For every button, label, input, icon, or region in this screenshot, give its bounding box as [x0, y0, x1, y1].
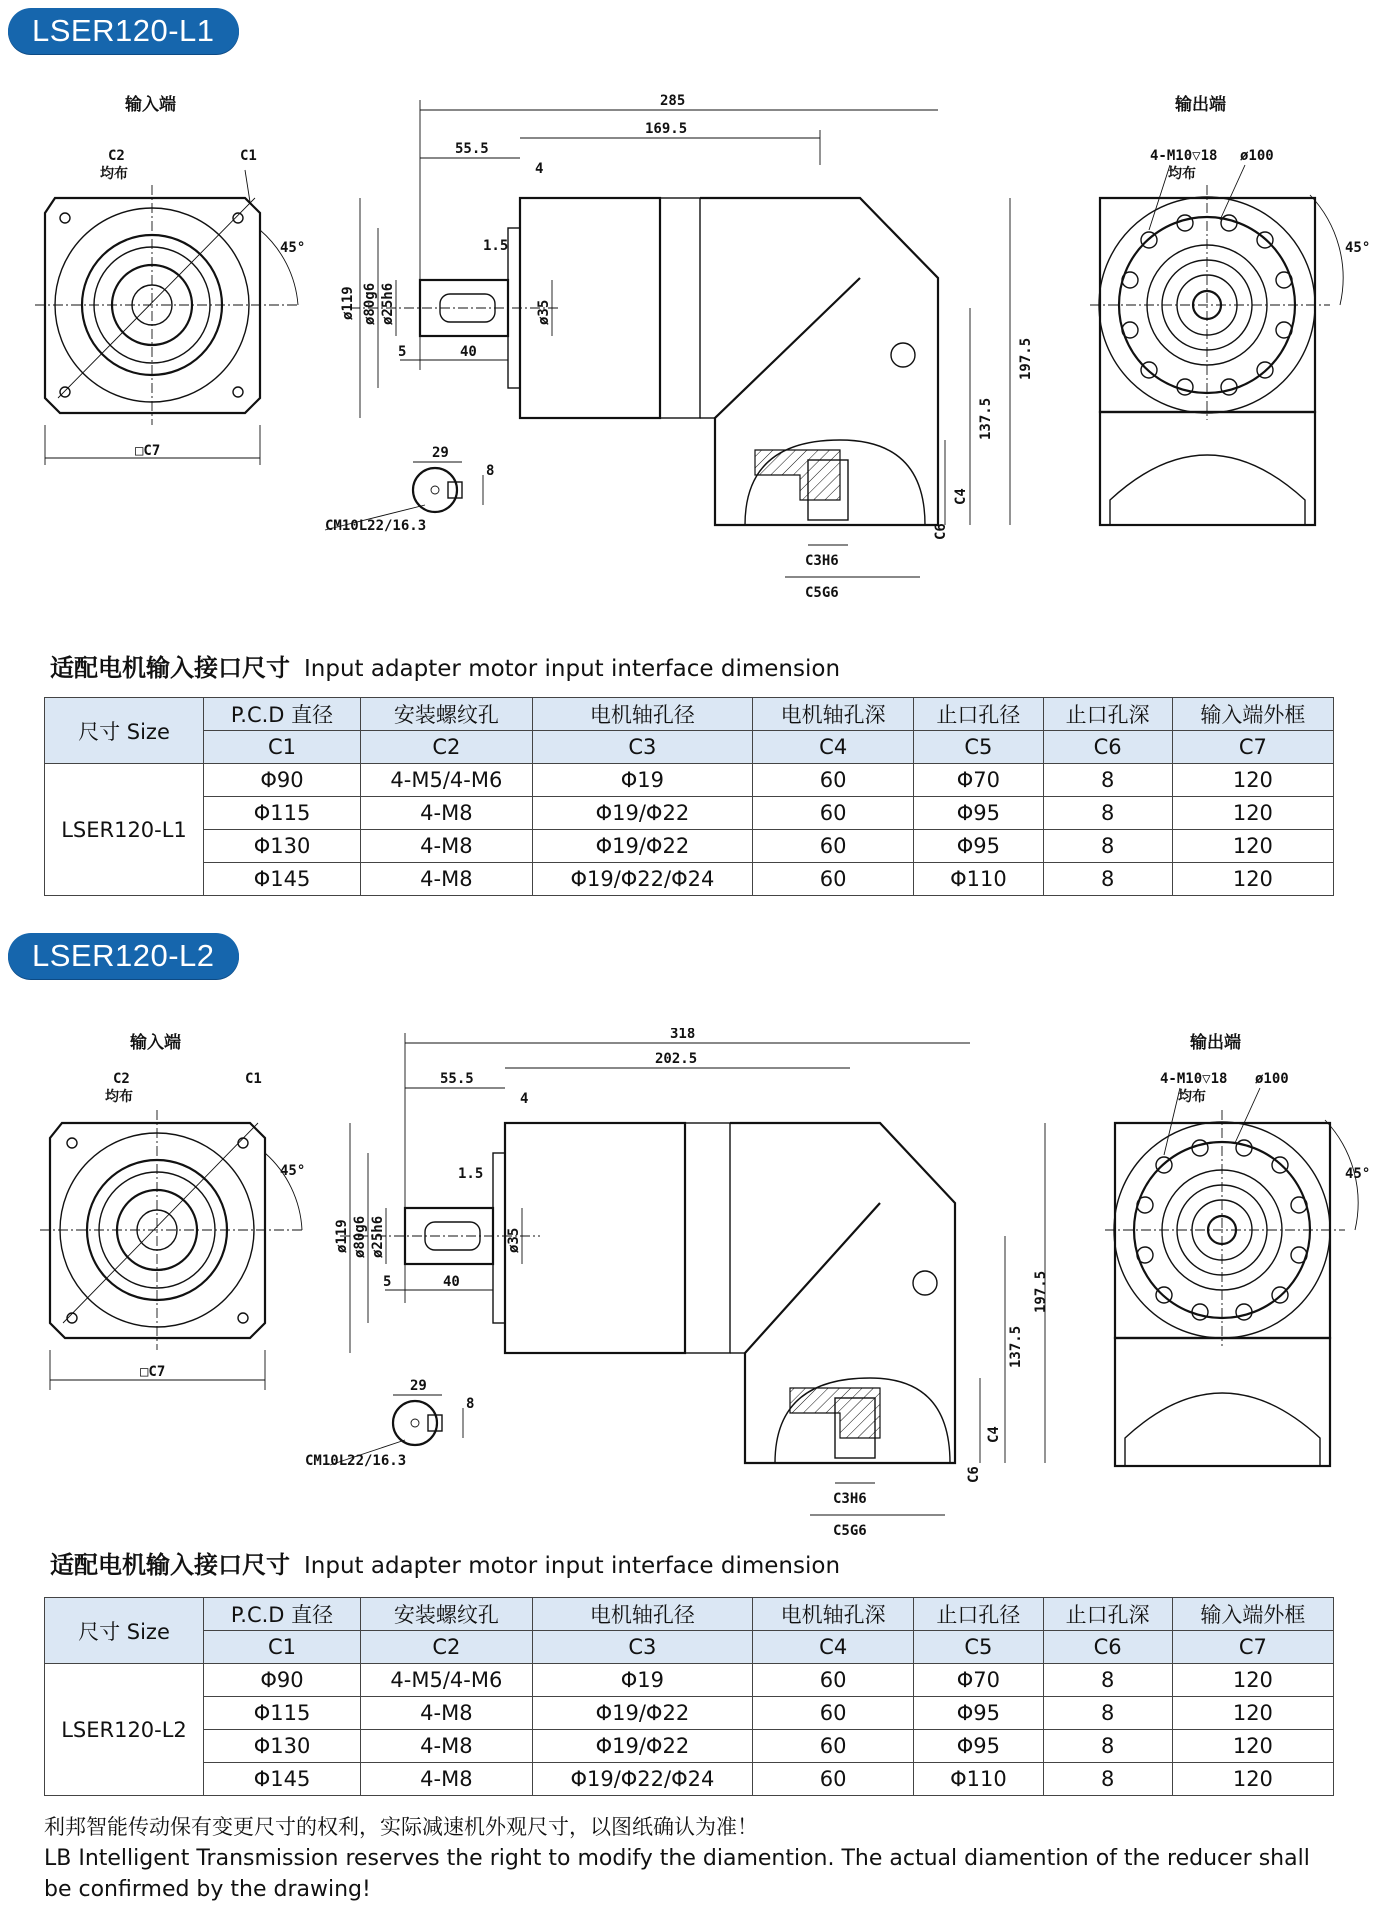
svg-text:4-M10▽18: 4-M10▽18	[1160, 1071, 1228, 1087]
svg-text:45°: 45°	[1345, 1166, 1371, 1182]
svg-text:C4: C4	[953, 488, 969, 505]
model-cell: LSER120-L1	[45, 764, 204, 896]
table-row: LSER120-L1 Φ90 4-M5/4-M6 Φ19 60 Φ70 8 120	[45, 764, 1334, 797]
technical-drawing	[0, 1028, 1392, 1578]
table-row: Φ145 4-M8 Φ19/Φ22/Φ24 60 Φ110 8 120	[45, 1763, 1334, 1796]
svg-text:137.5: 137.5	[978, 397, 994, 440]
total-length-label: 318	[670, 1028, 696, 1042]
svg-text:C1: C1	[240, 148, 257, 164]
svg-text:ø25h6: ø25h6	[380, 282, 396, 325]
svg-text:均布: 均布	[105, 1089, 133, 1105]
output-end-label: 输出端	[1190, 1033, 1241, 1053]
dimension-table: 尺寸 Size P.C.D 直径 安装螺纹孔 电机轴孔径 电机轴孔深 止口孔径 止口孔深 输入端外框 C1 C2 C3 C4 C5 C6 C7 LSER120-L1 Φ90 4-M5/4-M6 Φ19 60 Φ70 8 120 Φ115 4-M8 Φ19/Φ22 60 Φ95 8 120 Φ130 4-M8 Φ19/Φ22 60 Φ95 8 120 Φ145 4-M8 Φ19/Φ22/Φ24 60 Φ110 8 120	[44, 697, 1334, 896]
table-row: Φ130 4-M8 Φ19/Φ22 60 Φ95 8 120	[45, 830, 1334, 863]
input-flange-view	[40, 1032, 305, 1390]
svg-text:C1: C1	[245, 1071, 262, 1087]
svg-text:45°: 45°	[1345, 240, 1371, 256]
angle-label: 45°	[280, 240, 306, 256]
svg-text:ø80g6: ø80g6	[352, 1215, 368, 1258]
svg-text:55.5: 55.5	[455, 141, 489, 157]
svg-text:1.5: 1.5	[458, 1166, 484, 1182]
input-flange-view	[35, 94, 305, 465]
table-row: Φ145 4-M8 Φ19/Φ22/Φ24 60 Φ110 8 120	[45, 863, 1334, 896]
body-length-label: 202.5	[655, 1051, 698, 1067]
size-header: 尺寸 Size	[45, 1598, 204, 1664]
svg-text:C6: C6	[933, 523, 949, 540]
svg-text:4: 4	[535, 161, 544, 177]
svg-text:ø80g6: ø80g6	[362, 282, 378, 325]
svg-text:C6: C6	[966, 1466, 982, 1483]
svg-text:ø100: ø100	[1255, 1071, 1289, 1087]
side-view	[334, 1028, 1049, 1539]
footer-note-en: LB Intelligent Transmission reserves the right to modify the diamention. The actual diamention of the reducer shall be confirmed by the drawing!	[44, 1846, 1310, 1902]
key-detail	[305, 1378, 474, 1469]
footer-note	[44, 1812, 1344, 1905]
svg-text:8: 8	[486, 463, 495, 479]
svg-text:45°: 45°	[280, 1163, 306, 1179]
footer-note-cn: 利邦智能传动保有变更尺寸的权利，实际减速机外观尺寸，以图纸确认为准！	[44, 1815, 758, 1839]
svg-text:197.5: 197.5	[1018, 337, 1034, 380]
svg-text:29: 29	[410, 1378, 427, 1394]
svg-text:ø119: ø119	[334, 1219, 350, 1253]
side-view	[340, 93, 1034, 601]
model-title-pill: LSER120-L2	[8, 933, 239, 979]
svg-text:197.5: 197.5	[1033, 1270, 1049, 1313]
total-length-label: 285	[660, 93, 686, 109]
svg-text:均布: 均布	[100, 166, 128, 182]
technical-drawing	[0, 80, 1392, 620]
svg-text:55.5: 55.5	[440, 1071, 474, 1087]
svg-text:40: 40	[460, 344, 477, 360]
table-row: Φ115 4-M8 Φ19/Φ22 60 Φ95 8 120	[45, 797, 1334, 830]
body-length-label: 169.5	[645, 121, 688, 137]
svg-text:C3H6: C3H6	[805, 553, 839, 569]
input-end-label: 输入端	[130, 1033, 181, 1053]
table-heading: 适配电机输入接口尺寸 Input adapter motor input interface dimension	[50, 654, 841, 682]
model-title-pill: LSER120-L1	[8, 8, 239, 54]
svg-text:8: 8	[466, 1396, 475, 1412]
svg-text:□C7: □C7	[135, 443, 161, 459]
svg-text:C3H6: C3H6	[833, 1491, 867, 1507]
svg-text:CM10L22/16.3: CM10L22/16.3	[305, 1453, 407, 1469]
table-heading: 适配电机输入接口尺寸 Input adapter motor input interface dimension	[50, 1551, 841, 1579]
model-cell: LSER120-L2	[45, 1664, 204, 1796]
svg-text:40: 40	[443, 1274, 460, 1290]
svg-text:均布: 均布	[1168, 166, 1196, 182]
svg-text:ø35: ø35	[536, 299, 552, 325]
svg-text:ø25h6: ø25h6	[370, 1215, 386, 1258]
svg-text:5: 5	[383, 1274, 392, 1290]
svg-text:137.5: 137.5	[1008, 1325, 1024, 1368]
svg-text:5: 5	[398, 344, 407, 360]
svg-text:C2: C2	[113, 1071, 130, 1087]
table-row: Φ130 4-M8 Φ19/Φ22 60 Φ95 8 120	[45, 1730, 1334, 1763]
svg-text:1.5: 1.5	[483, 238, 509, 254]
dimension-table: 尺寸 Size P.C.D 直径 安装螺纹孔 电机轴孔径 电机轴孔深 止口孔径 止口孔深 输入端外框 C1 C2 C3 C4 C5 C6 C7 LSER120-L2 Φ90 4-M5/4-M6 Φ19 60 Φ70 8 120 Φ115 4-M8 Φ19/Φ22 60 Φ95 8 120 Φ130 4-M8 Φ19/Φ22 60 Φ95 8 120 Φ145 4-M8 Φ19/Φ22/Φ24 60 Φ110 8 120	[44, 1597, 1334, 1796]
svg-text:均布: 均布	[1178, 1089, 1206, 1105]
output-flange-view	[1090, 94, 1370, 525]
size-header: 尺寸 Size	[45, 698, 204, 764]
svg-text:C4: C4	[986, 1426, 1002, 1443]
svg-text:4: 4	[520, 1091, 529, 1107]
svg-text:C2: C2	[108, 148, 125, 164]
input-end-label: 输入端	[125, 95, 176, 115]
svg-text:CM10L22/16.3: CM10L22/16.3	[325, 518, 427, 534]
table-row: Φ115 4-M8 Φ19/Φ22 60 Φ95 8 120	[45, 1697, 1334, 1730]
svg-text:ø100: ø100	[1240, 148, 1274, 164]
svg-text:□C7: □C7	[140, 1364, 166, 1380]
output-flange-view	[1105, 1032, 1370, 1466]
svg-text:C5G6: C5G6	[833, 1523, 867, 1539]
svg-text:4-M10▽18: 4-M10▽18	[1150, 148, 1218, 164]
table-row: LSER120-L2 Φ90 4-M5/4-M6 Φ19 60 Φ70 8 120	[45, 1664, 1334, 1697]
key-detail	[325, 445, 494, 534]
output-end-label: 输出端	[1175, 95, 1226, 115]
svg-text:C5G6: C5G6	[805, 585, 839, 601]
svg-text:ø35: ø35	[506, 1227, 522, 1253]
svg-text:29: 29	[432, 445, 449, 461]
svg-text:ø119: ø119	[340, 286, 356, 320]
